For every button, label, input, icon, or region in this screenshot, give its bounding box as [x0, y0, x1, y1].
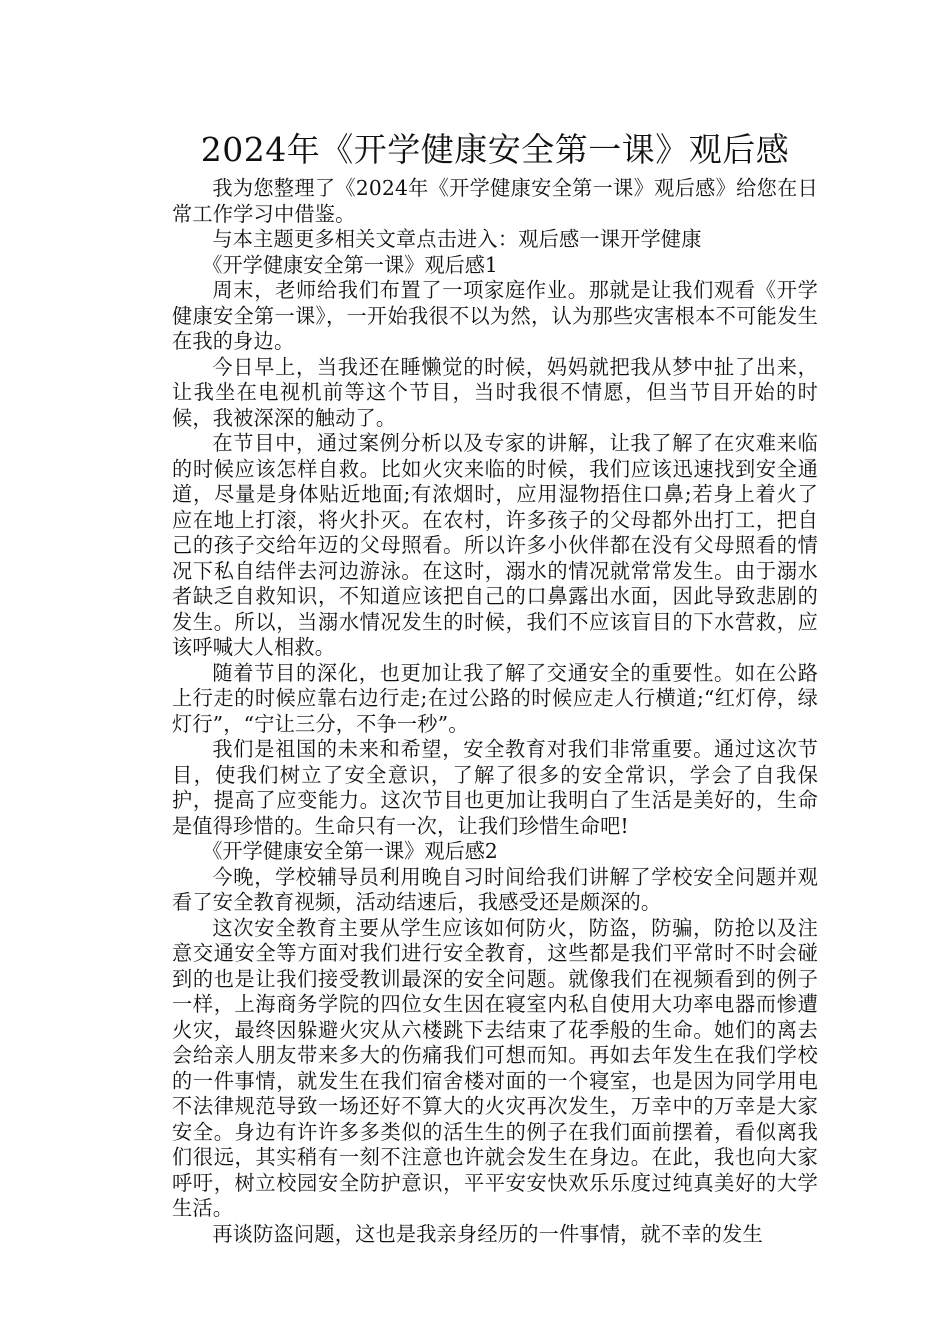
section2-paragraph: 再谈防盗问题，这也是我亲身经历的一件事情，就不幸的发生 — [212, 1221, 763, 1246]
section1-paragraph: 我们是祖国的未来和希望，安全教育对我们非常重要。通过这次节目，使我们树立了安全意识，了解了很多的安全常识，学会了自我保护，提高了应变能力。这次节目也更加让我明白了生活是美好的，生命是值得珍惜的。生命只有一次，让我们珍惜生命吧! — [172, 737, 818, 838]
section2-paragraph: 这次安全教育主要从学生应该如何防火，防盗，防骗，防抢以及注意交通安全等方面对我们进行安全教育，这些都是我们平常时不时会碰到的也是让我们接受教训最深的安全问题。就像我们在视频看到的例子一样，上海商务学院的四位女生因在寝室内私自使用大功率电器而惨遭火灾，最终因躲避火灾从六楼跳下去结束了花季般的生命。她们的离去会给亲人朋友带来多大的伤痛我们可想而知。再如去年发生在我们学校的一件事情，就发生在我们宿舍楼对面的一个寝室，也是因为同学用电不法律规范导致一场还好不算大的火灾再次发生，万幸中的万幸是大家安全。身边有许许多多类似的活生生的例子在我们面前摆着，看似离我们很远，其实稍有一刻不注意也许就会发生在身边。在此，我也向大家呼吁，树立校园安全防护意识，平平安安快欢乐乐度过纯真美好的大学生活。 — [172, 915, 818, 1220]
related-articles-link[interactable]: 与本主题更多相关文章点击进入：观后感一课开学健康 — [212, 227, 702, 251]
section1-paragraph: 随着节目的深化，也更加让我了解了交通安全的重要性。如在公路上行走的时候应靠右边行走;在过公路的时候应走人行横道;“红灯停，绿灯行”，“宁让三分，不争一秒”。 — [172, 660, 818, 736]
section2-paragraph: 今晚，学校辅导员利用晚自习时间给我们讲解了学校安全问题并观看了安全教育视频，活动结速后，我感受还是颇深的。 — [172, 864, 818, 914]
document-title: 2024年《开学健康安全第一课》观后感 — [200, 130, 790, 169]
section-heading-1: 《开学健康安全第一课》观后感1 — [202, 252, 498, 277]
intro-paragraph: 我为您整理了《2024年《开学健康安全第一课》观后感》给您在日常工作学习中借鉴。 — [172, 176, 818, 226]
document-body — [172, 128, 818, 1247]
section1-paragraph: 在节目中，通过案例分析以及专家的讲解，让我了解了在灾难来临的时候应该怎样自救。比如火灾来临的时候，我们应该迅速找到安全通道，尽量是身体贴近地面;有浓烟时，应用湿物捂住口鼻;若身上着火了应在地上打滚，将火扑灭。在农村，许多孩子的父母都外出打工，把自己的孩子交给年迈的父母照看。所以许多小伙伴都在没有父母照看的情况下私自结伴去河边游泳。在这时，溺水的情况就常常发生。由于溺水者缺乏自救知识，不知道应该把自己的口鼻露出水面，因此导致悲剧的发生。所以，当溺水情况发生的时候，我们不应该盲目的下水营救，应该呼喊大人相救。 — [172, 431, 818, 659]
section1-paragraph: 周末，老师给我们布置了一项家庭作业。那就是让我们观看《开学健康安全第一课》，一开始我很不以为然，认为那些灾害根本不可能发生在我的身边。 — [172, 278, 818, 353]
section-heading-2: 《开学健康安全第一课》观后感2 — [202, 839, 498, 863]
section1-paragraph: 今日早上，当我还在睡懒觉的时候，妈妈就把我从梦中扯了出来，让我坐在电视机前等这个节目，当时我很不情愿，但当节目开始的时候，我被深深的触动了。 — [172, 354, 818, 430]
